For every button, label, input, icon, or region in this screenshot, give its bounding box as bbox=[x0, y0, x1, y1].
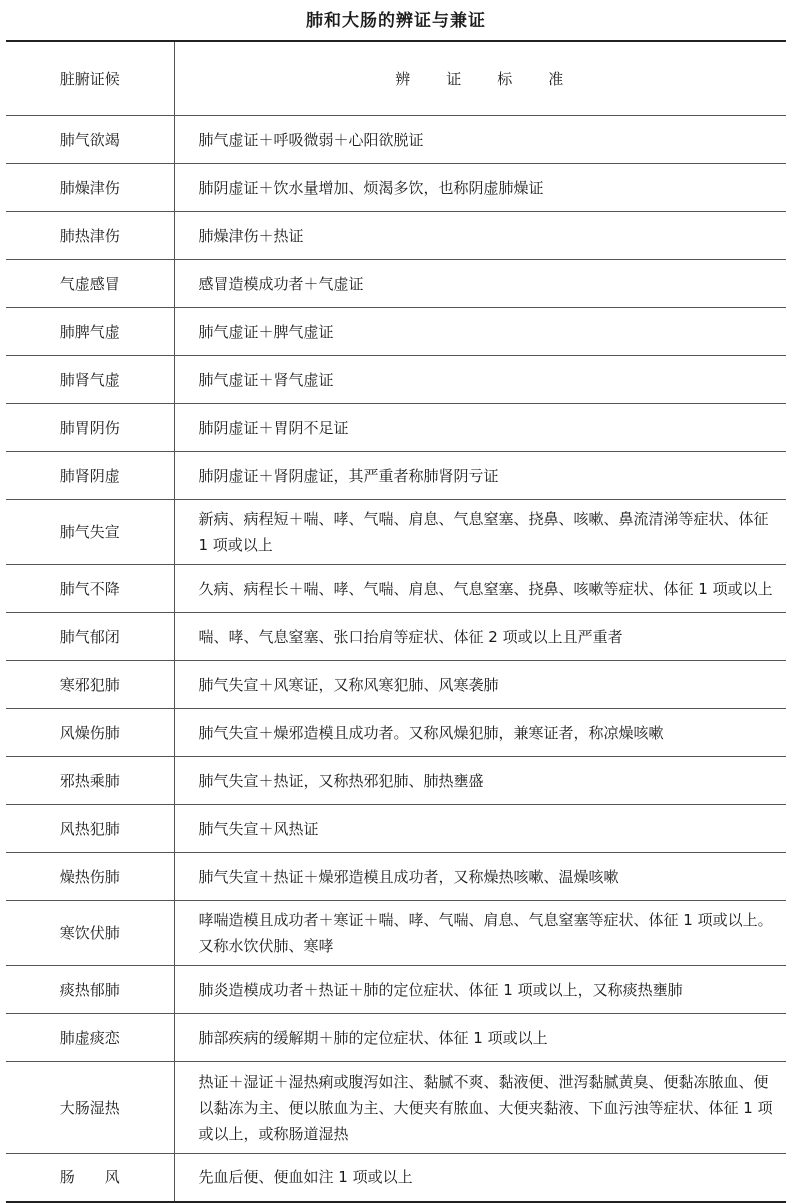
table-row bbox=[6, 709, 786, 757]
syndrome-name: 大肠湿热 bbox=[6, 1062, 174, 1154]
syndrome-name: 肺燥津伤 bbox=[6, 164, 174, 212]
syndrome-name: 肺气不降 bbox=[6, 565, 174, 613]
criteria-text: 肺阴虚证＋饮水量增加、烦渴多饮，也称阴虚肺燥证 bbox=[174, 164, 786, 212]
syndrome-name: 肺肾阴虚 bbox=[6, 452, 174, 500]
syndrome-name: 肺气失宣 bbox=[6, 500, 174, 565]
criteria-text: 热证＋湿证＋湿热痢或腹泻如注、黏腻不爽、黏液便、泄泻黏腻黄臭、便黏冻脓血、便以黏冻为主、便以脓血为主、大便夹有脓血、大便夹黏液、下血污浊等症状、体征 1 项或以上，或称肠道湿热 bbox=[174, 1062, 786, 1154]
criteria-text: 肺气失宣＋风寒证，又称风寒犯肺、风寒袭肺 bbox=[174, 661, 786, 709]
syndrome-name: 肺肾气虚 bbox=[6, 356, 174, 404]
criteria-text: 喘、哮、气息窒塞、张口抬肩等症状、体征 2 项或以上且严重者 bbox=[174, 613, 786, 661]
criteria-text: 肺气失宣＋风热证 bbox=[174, 805, 786, 853]
table-header-row bbox=[6, 41, 786, 116]
criteria-text: 肺阴虚证＋胃阴不足证 bbox=[174, 404, 786, 452]
table-row bbox=[6, 613, 786, 661]
syndrome-name: 肺气欲竭 bbox=[6, 116, 174, 164]
syndrome-name: 肠 风 bbox=[6, 1154, 174, 1202]
syndrome-name: 肺气郁闭 bbox=[6, 613, 174, 661]
criteria-text: 肺部疾病的缓解期＋肺的定位症状、体征 1 项或以上 bbox=[174, 1014, 786, 1062]
criteria-text: 先血后便、便血如注 1 项或以上 bbox=[174, 1154, 786, 1202]
criteria-text: 肺气失宣＋热证，又称热邪犯肺、肺热壅盛 bbox=[174, 757, 786, 805]
criteria-text: 肺气失宣＋燥邪造模且成功者。又称风燥犯肺，兼寒证者，称凉燥咳嗽 bbox=[174, 709, 786, 757]
table-title: 肺和大肠的辨证与兼证 bbox=[306, 11, 486, 31]
criteria-text: 肺气虚证＋呼吸微弱＋心阳欲脱证 bbox=[174, 116, 786, 164]
table-row bbox=[6, 500, 786, 565]
header-syndrome: 脏腑证候 bbox=[6, 41, 174, 116]
table-row bbox=[6, 452, 786, 500]
table-row bbox=[6, 356, 786, 404]
criteria-text: 感冒造模成功者＋气虚证 bbox=[174, 260, 786, 308]
criteria-text: 肺炎造模成功者＋热证＋肺的定位症状、体征 1 项或以上，又称痰热壅肺 bbox=[174, 966, 786, 1014]
syndrome-name: 肺虚痰恋 bbox=[6, 1014, 174, 1062]
syndrome-table bbox=[6, 40, 786, 1203]
syndrome-name: 风热犯肺 bbox=[6, 805, 174, 853]
criteria-text: 肺气失宣＋热证＋燥邪造模且成功者，又称燥热咳嗽、温燥咳嗽 bbox=[174, 853, 786, 901]
table-row bbox=[6, 966, 786, 1014]
syndrome-name: 邪热乘肺 bbox=[6, 757, 174, 805]
table-row bbox=[6, 757, 786, 805]
table-row bbox=[6, 1062, 786, 1154]
table-row bbox=[6, 404, 786, 452]
criteria-text: 肺阴虚证＋肾阴虚证，其严重者称肺肾阴亏证 bbox=[174, 452, 786, 500]
syndrome-name: 寒邪犯肺 bbox=[6, 661, 174, 709]
table-row bbox=[6, 901, 786, 966]
table-row bbox=[6, 116, 786, 164]
table-row bbox=[6, 1154, 786, 1202]
criteria-text: 肺气虚证＋脾气虚证 bbox=[174, 308, 786, 356]
criteria-text: 肺气虚证＋肾气虚证 bbox=[174, 356, 786, 404]
table-row bbox=[6, 565, 786, 613]
syndrome-name: 肺胃阴伤 bbox=[6, 404, 174, 452]
syndrome-name: 痰热郁肺 bbox=[6, 966, 174, 1014]
syndrome-name: 寒饮伏肺 bbox=[6, 901, 174, 966]
syndrome-name: 风燥伤肺 bbox=[6, 709, 174, 757]
table-row bbox=[6, 164, 786, 212]
criteria-text: 肺燥津伤＋热证 bbox=[174, 212, 786, 260]
header-criteria: 辨 证 标 准 bbox=[174, 41, 786, 116]
syndrome-name: 燥热伤肺 bbox=[6, 853, 174, 901]
syndrome-name: 气虚感冒 bbox=[6, 260, 174, 308]
table-row bbox=[6, 661, 786, 709]
criteria-text: 新病、病程短＋喘、哮、气喘、肩息、气息窒塞、挠鼻、咳嗽、鼻流清涕等症状、体征 1 项或以上 bbox=[174, 500, 786, 565]
table-row bbox=[6, 260, 786, 308]
table-row bbox=[6, 212, 786, 260]
syndrome-name: 肺脾气虚 bbox=[6, 308, 174, 356]
table-row bbox=[6, 805, 786, 853]
criteria-text: 哮喘造模且成功者＋寒证＋喘、哮、气喘、肩息、气息窒塞等症状、体征 1 项或以上。又称水饮伏肺、寒哮 bbox=[174, 901, 786, 966]
table-row bbox=[6, 308, 786, 356]
criteria-text: 久病、病程长＋喘、哮、气喘、肩息、气息窒塞、挠鼻、咳嗽等症状、体征 1 项或以上 bbox=[174, 565, 786, 613]
table-row bbox=[6, 853, 786, 901]
table-row bbox=[6, 1014, 786, 1062]
syndrome-name: 肺热津伤 bbox=[6, 212, 174, 260]
